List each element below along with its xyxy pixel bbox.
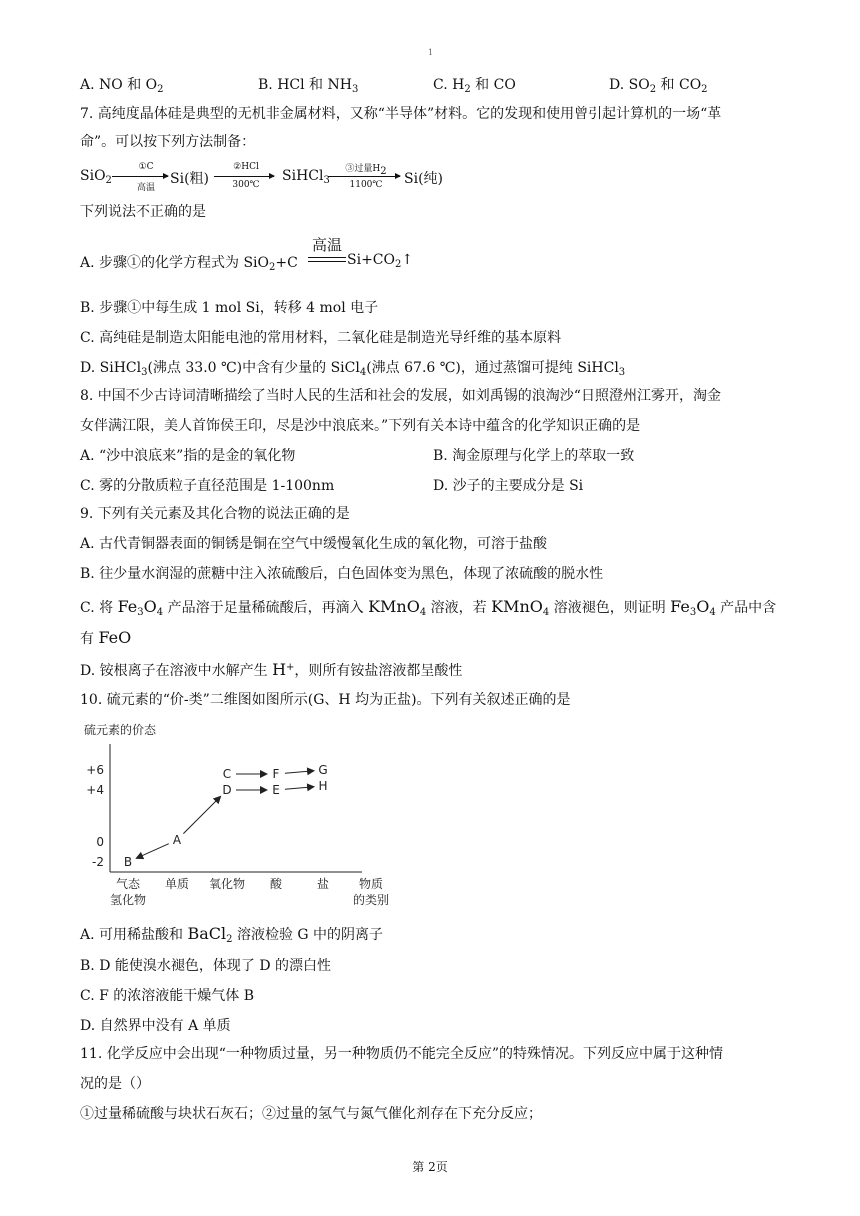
q10-option-d: D. 自然界中没有 A 单质 — [80, 1018, 231, 1034]
arrow-F-G — [285, 771, 314, 773]
point-F: F — [272, 767, 280, 781]
q7-question: 下列说法不正确的是 — [80, 204, 206, 220]
header-mark: 1 — [428, 48, 434, 57]
x-tick-label: 氧化物 — [208, 877, 246, 891]
arrow-A-B — [136, 844, 169, 859]
x-tick-label: 盐 — [316, 877, 330, 891]
q10-option-b: B. D 能使溴水褪色，体现了 D 的漂白性 — [80, 958, 331, 974]
y-tick-label: +6 — [86, 763, 104, 777]
y-tick-label: -2 — [92, 855, 104, 869]
q8-option-a: A. “沙中浪底来”指的是金的氧化物 — [80, 448, 296, 464]
arrow-A-D — [183, 796, 220, 833]
q8-stem-line1: 8. 中国不少古诗词清晰描绘了当时人民的生活和社会的发展，如刘禹锡的浪淘沙“日照澄州江雾开，淘金 — [80, 388, 721, 404]
y-tick-label: 0 — [96, 835, 104, 849]
sulfur-valence-diagram — [80, 716, 400, 916]
scheme-arrow-1 — [112, 176, 168, 177]
q11-stem-line2: 况的是（） — [80, 1076, 150, 1092]
point-H: H — [318, 779, 328, 793]
x-tick-label: 氢化物 — [109, 893, 147, 907]
q8-stem-line2: 女伴满江限，美人首饰侯王印，尽是沙中浪底来。”下列有关本诗中蕴含的化学知识正确的是 — [80, 418, 641, 434]
y-tick-label: +4 — [86, 783, 104, 797]
x-axis-label: 物质 — [358, 877, 384, 891]
q7-option-c: C. 高纯硅是制造太阳能电池的常用材料，二氧化硅是制造光导纤维的基本原料 — [80, 330, 562, 346]
q7-option-d: D. SiHCl$_3$(沸点 33.0 ℃)中含有少量的 SiCl$_4$(沸点 67.6 ℃)，通过蒸馏可提纯 SiHCl$_3$ — [80, 360, 626, 378]
q8-option-c: C. 雾的分散质粒子直径范围是 1-100nm — [80, 478, 335, 494]
q9-stem: 9. 下列有关元素及其化合物的说法正确的是 — [80, 506, 350, 522]
point-A: A — [172, 833, 182, 847]
q6-option-c: C. $H_2$ 和 CO — [433, 77, 516, 95]
point-C: C — [222, 767, 232, 781]
q11-items: ①过量稀硫酸与块状石灰石；②过量的氢气与氮气催化剂存在下充分反应； — [80, 1106, 542, 1122]
point-D: D — [222, 783, 232, 797]
q9-option-c-line2: 有 FeO — [80, 628, 132, 647]
arrow-E-H — [285, 787, 314, 789]
x-axis-label: 的类别 — [352, 893, 390, 907]
q9-option-d: D. 铵根离子在溶液中水解产生 H+，则所有铵盐溶液都呈酸性 — [80, 660, 463, 679]
q10-stem: 10. 硫元素的“价-类”二维图如图所示(G、H 均为正盐)。下列有关叙述正确的是 — [80, 692, 571, 708]
q7-stem-line1: 7. 高纯度晶体硅是典型的无机非金属材料，又称“半导体”材料。它的发现和使用曾引起计算机的一场“革 — [80, 106, 722, 122]
scheme-arrow-3 — [328, 176, 400, 177]
point-G: G — [318, 763, 328, 777]
q7-option-b: B. 步骤①中每生成 1 mol Si，转移 4 mol 电子 — [80, 300, 379, 316]
q9-option-a: A. 古代青铜器表面的铜锈是铜在空气中缓慢氧化生成的氧化物，可溶于盐酸 — [80, 536, 548, 552]
q6-option-a: A. NO 和 $O_2$ — [80, 77, 164, 95]
page-number: 第 2页 — [412, 1160, 448, 1174]
q9-option-c: C. 将 $Fe_3O_4$ 产品溶于足量稀硫酸后，再滴入 KMnO$_4$ 溶液，若 KMnO$_4$ 溶液褪色，则证明 $Fe_3O_4$ 产品中含 — [80, 597, 777, 618]
q7-stem-line2: 命”。可以按下列方法制备： — [80, 134, 256, 150]
x-tick-label: 酸 — [269, 877, 283, 891]
y-axis-label: 硫元素的价态 — [84, 723, 157, 737]
q6-option-b: B. HCl 和 $NH_3$ — [258, 77, 359, 95]
q10-option-c: C. F 的浓溶液能干燥气体 B — [80, 988, 255, 1004]
q11-stem-line1: 11. 化学反应中会出现“一种物质过量，另一种物质仍不能完全反应”的特殊情况。下列反应中属于这种情 — [80, 1046, 724, 1062]
point-B: B — [123, 855, 133, 869]
q6-option-d: D. $SO_2$ 和 $CO_2$ — [609, 77, 708, 95]
scheme-arrow-2 — [214, 176, 274, 177]
x-tick-label: 气态 — [115, 877, 141, 891]
point-E: E — [272, 783, 280, 797]
q8-option-b: B. 淘金原理与化学上的萃取一致 — [433, 448, 635, 464]
q9-option-b: B. 往少量水润湿的蔗糖中注入浓硫酸后，白色固体变为黑色，体现了浓硫酸的脱水性 — [80, 566, 604, 582]
q10-option-a: A. 可用稀盐酸和 BaCl$_2$ 溶液检验 G 中的阴离子 — [80, 924, 384, 945]
q8-option-d: D. 沙子的主要成分是 Si — [433, 478, 584, 494]
x-tick-label: 单质 — [164, 877, 190, 891]
